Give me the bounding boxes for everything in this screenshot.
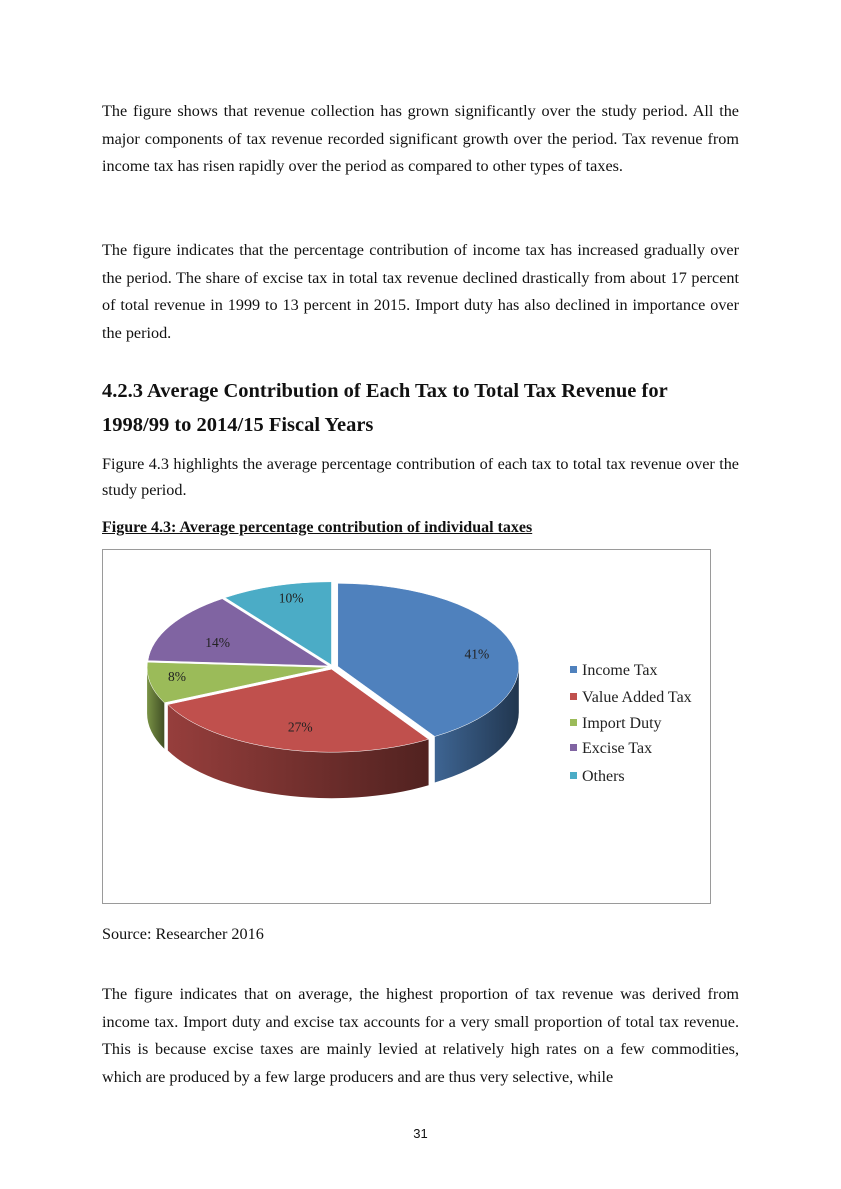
legend-swatch-3 <box>570 719 577 726</box>
legend-label-1: Income Tax <box>582 662 658 679</box>
pie-chart-figure <box>102 549 711 904</box>
data-label-3: 8% <box>167 668 186 684</box>
legend-swatch-4 <box>570 744 577 751</box>
section-heading-line-2: 1998/99 to 2014/15 Fiscal Years <box>102 414 374 436</box>
data-label-4: 14% <box>205 634 230 650</box>
legend-label-4: Excise Tax <box>582 740 653 757</box>
legend-swatch-2 <box>570 693 577 700</box>
figure-caption: Figure 4.3: Average percentage contribution of individual taxes <box>102 519 533 536</box>
figure-source: Source: Researcher 2016 <box>102 925 264 943</box>
legend-label-3: Import Duty <box>582 715 662 732</box>
paragraph-income-tax-share: The figure indicates that the percentage contribution of income tax has increased gradually over the period. The share of excise tax in total tax revenue declined drastically from about 17 percent of total revenue in 1999 to 13 percent in 2015. Import duty has also declined in importance over the period. <box>102 241 739 342</box>
legend-label-2: Value Added Tax <box>582 689 692 706</box>
legend-label-5: Others <box>582 768 625 785</box>
data-label-5: 10% <box>278 590 304 606</box>
data-label-1: 41% <box>464 646 490 662</box>
pie-chart <box>103 550 712 905</box>
section-heading <box>102 374 752 442</box>
page-number: 31 <box>413 1126 428 1141</box>
legend-swatch-5 <box>570 772 577 779</box>
section-heading-line-1: 4.2.3 Average Contribution of Each Tax to Total Tax Revenue for <box>102 380 668 402</box>
paragraph-figure-intro: Figure 4.3 highlights the average percentage contribution of each tax to total tax revenue over the study period. <box>102 455 739 499</box>
data-label-2: 27% <box>287 719 313 735</box>
legend-swatch-1 <box>570 666 577 673</box>
paragraph-revenue-growth: The figure shows that revenue collection has grown significantly over the study period. All the major components of tax revenue recorded significant growth over the period. Tax revenue from income tax has risen rapidly over the period as compared to other types of taxes. <box>102 102 739 175</box>
paragraph-average-proportion: The figure indicates that on average, the highest proportion of tax revenue was derived from income tax. Import duty and excise tax accounts for a very small proportion of total tax revenue. This is because excise taxes are mainly levied at relatively high rates on a few commodities, which are produced by a few large producers and are thus very selective, while <box>102 985 739 1086</box>
